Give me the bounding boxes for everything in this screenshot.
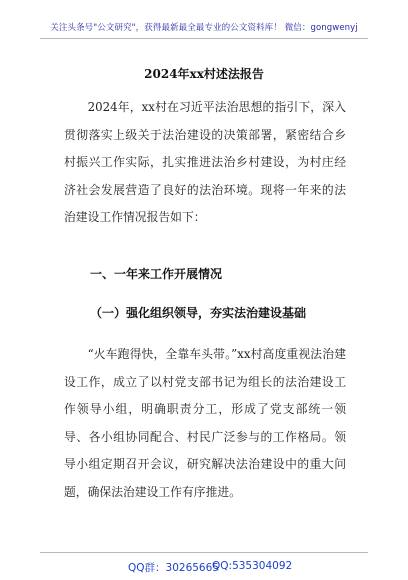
intro-paragraph: 2024年，xx村在习近平法治思想的指引下，深入贯彻落实上级关于法治建设的决策部署，紧密结合乡村振兴工作实际，扎实推进法治乡村建设，为村庄经济社会发展营造了良好的法治环境。现将一年来的法治建设工作情况报告如下： [64,100,346,225]
footer-divider [40,552,368,553]
footer-qq-contact: QQ:535304092 [212,560,293,572]
document-title: 2024年xx村述法报告 [144,67,264,81]
subsection-heading-organization: （一）强化组织领导，夯实法治建设基础 [90,306,307,320]
footer [0,560,408,576]
footer-qq-group: QQ群：30265665 [128,562,219,574]
promo-banner: 关注头条号"公文研究"，获得最新最全最专业的公文资料库！ 微信：gongwenyj [50,23,358,33]
body-paragraph-organization: “火车跑得快，全靠车头带。”xx村高度重视法治建设工作，成立了以村党支部书记为组长的法治建设工作领导小组，明确职责分工，形成了党支部统一领导、各小组协同配合、村民广泛参与的工作格局。领导小组定期召开会议，研究解决法治建设中的重大问题，确保法治建设工作有序推进。 [64,347,346,499]
section-heading-work-overview: 一、一年来工作开展情况 [90,267,223,281]
header-divider [40,38,368,39]
